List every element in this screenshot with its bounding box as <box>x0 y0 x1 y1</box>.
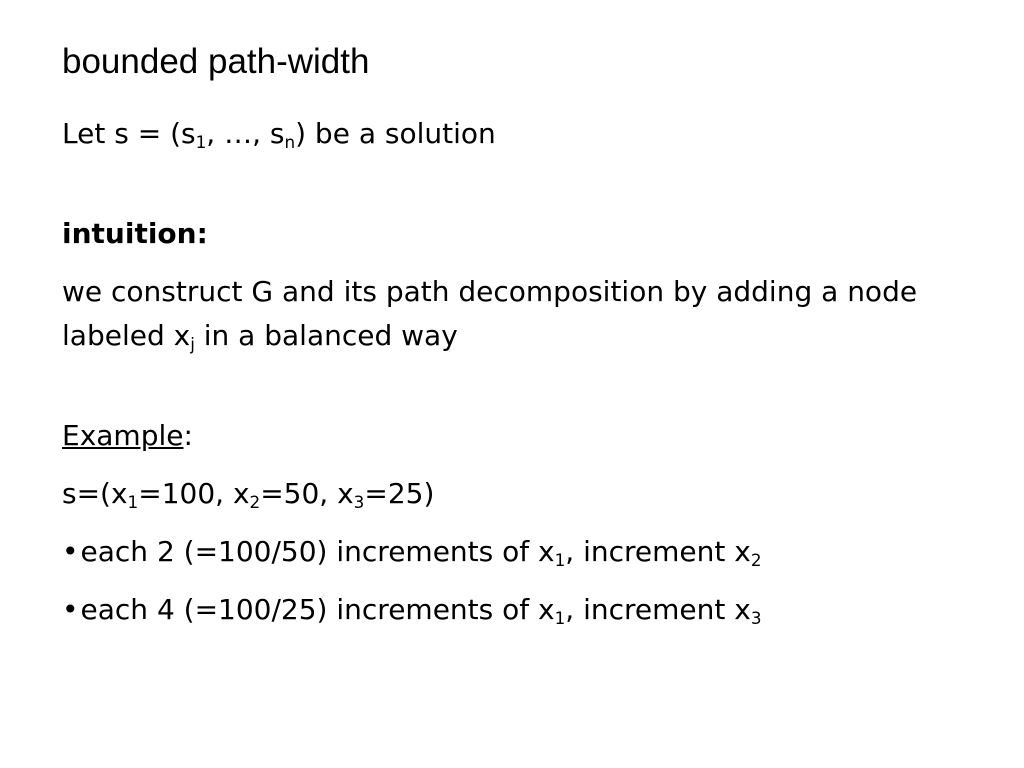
slide-title: bounded path-width <box>62 42 370 81</box>
bullet-item <box>62 588 982 632</box>
bullet-marker: • <box>62 593 79 626</box>
solution-text-a: Let s = (s <box>62 117 196 150</box>
slide-body <box>62 112 982 632</box>
bullet-sub-3: 3 <box>750 608 762 629</box>
bullet-text-b: , increment x <box>565 535 751 568</box>
spacer <box>62 574 982 588</box>
example-text-c: =50, x <box>260 477 354 510</box>
solution-line <box>62 112 982 156</box>
bullet-marker: • <box>62 535 79 568</box>
example-sub-3: 3 <box>353 492 365 513</box>
example-label: Example <box>62 419 184 452</box>
bullet-text-a: each 2 (=100/50) increments of x <box>80 535 555 568</box>
intuition-sub-j: j <box>190 334 195 355</box>
bullet-text-a: each 4 (=100/25) increments of x <box>80 593 555 626</box>
solution-sub-1: 1 <box>195 132 207 153</box>
example-sub-1: 1 <box>127 492 139 513</box>
bullet-item <box>62 530 982 574</box>
spacer <box>62 358 982 414</box>
solution-sub-n: n <box>284 132 296 153</box>
example-text-b: =100, x <box>138 477 250 510</box>
example-colon: : <box>183 419 193 452</box>
example-text-a: s=(x <box>62 477 128 510</box>
solution-text-c: ) be a solution <box>295 117 496 150</box>
spacer <box>62 458 982 472</box>
example-heading <box>62 414 982 458</box>
bullet-sub-2: 2 <box>750 550 762 571</box>
intuition-text-b: in a balanced way <box>194 319 458 352</box>
spacer <box>62 516 982 530</box>
bullet-sub-1: 1 <box>554 608 566 629</box>
intuition-text-a: we construct G and its path decomposition by adding a node labeled x <box>62 275 918 352</box>
solution-text-b: , …, s <box>206 117 285 150</box>
bullet-sub-1: 1 <box>554 550 566 571</box>
intuition-text <box>62 270 982 358</box>
example-text-d: =25) <box>364 477 435 510</box>
example-sub-2: 2 <box>249 492 261 513</box>
intuition-heading: intuition: <box>62 217 208 250</box>
spacer <box>62 156 982 212</box>
spacer <box>62 256 982 270</box>
bullet-text-b: , increment x <box>565 593 751 626</box>
example-line <box>62 472 982 516</box>
